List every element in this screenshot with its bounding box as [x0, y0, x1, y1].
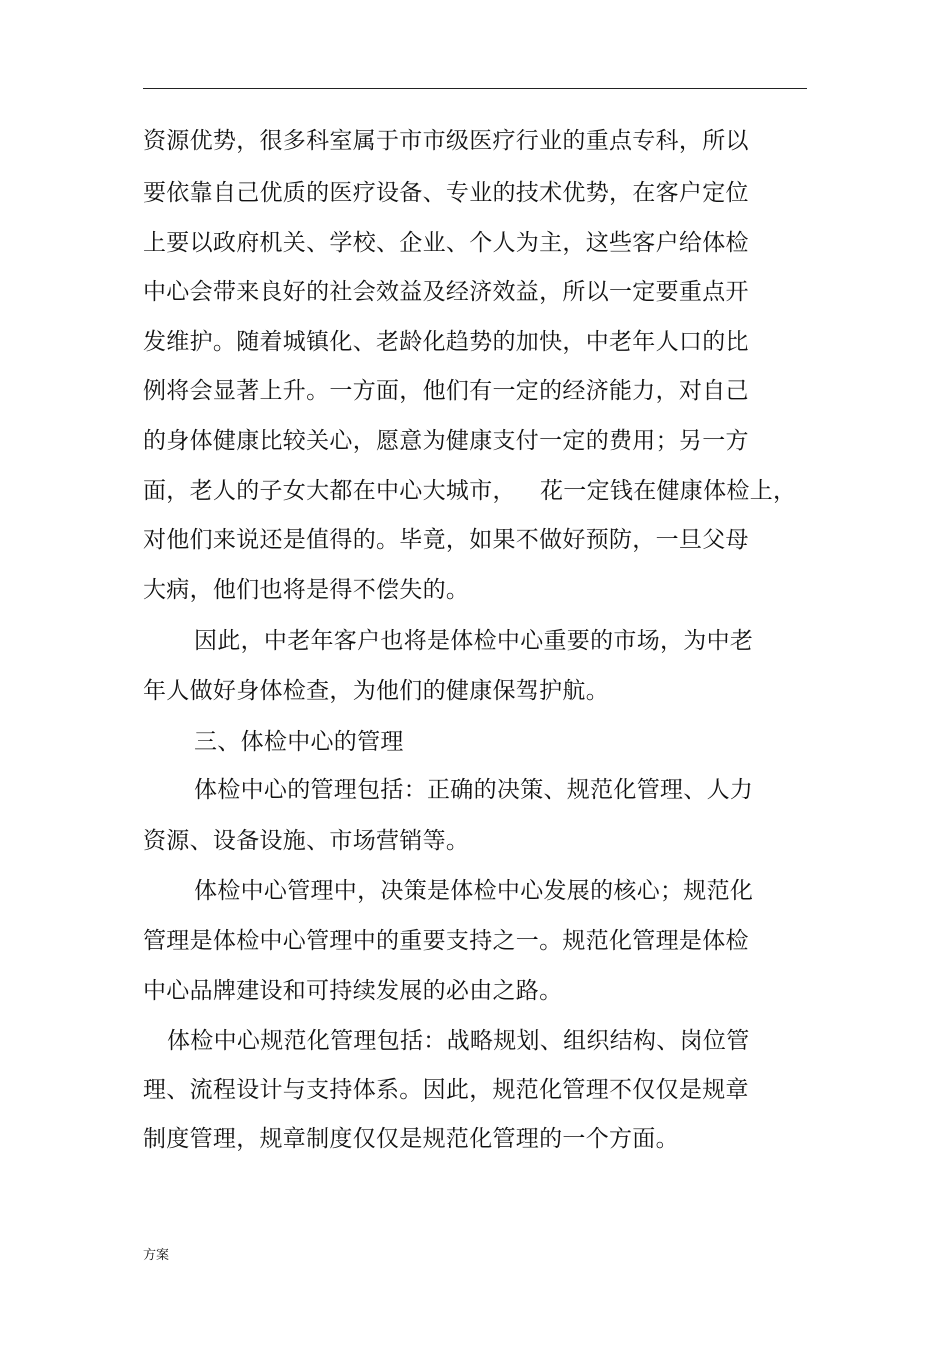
- text-line: 面，老人的子女大都在中心大城市，: [143, 478, 516, 504]
- text-line: 中心会带来良好的社会效益及经济效益，所以一定要重点开: [143, 279, 749, 305]
- section-heading: 三、体检中心的管理: [194, 729, 404, 755]
- page-footer: 方案: [143, 1248, 170, 1263]
- text-line: 制度管理，规章制度仅仅是规范化管理的一个方面。: [143, 1126, 679, 1152]
- text-line: 资源、设备设施、市场营销等。: [143, 828, 470, 854]
- text-line: 理、流程设计与支持体系。因此，规范化管理不仅仅是规章: [143, 1077, 749, 1103]
- text-line: 年人做好身体检查，为他们的健康保驾护航。: [143, 678, 609, 704]
- text-line: 中心品牌建设和可持续发展的必由之路。: [143, 978, 563, 1004]
- text-line: 资源优势，很多科室属于市市级医疗行业的重点专科，所以: [143, 128, 749, 154]
- text-line: 要依靠自己优质的医疗设备、专业的技术优势，在客户定位: [143, 180, 749, 206]
- paragraph-first-line: 体检中心的管理包括：正确的决策、规范化管理、人力: [194, 777, 754, 803]
- paragraph-first-line: 体检中心管理中，决策是体检中心发展的核心；规范化: [194, 878, 754, 904]
- text-line: 发维护。随着城镇化、老龄化趋势的加快，中老年人口的比: [143, 329, 749, 355]
- text-line: 对他们来说还是值得的。毕竟，如果不做好预防，一旦父母: [143, 527, 749, 553]
- text-line-right-segment: 花一定钱在健康体检上，: [540, 478, 797, 504]
- text-line: 上要以政府机关、学校、企业、个人为主，这些客户给体检: [143, 230, 749, 256]
- text-line: 的身体健康比较关心，愿意为健康支付一定的费用；另一方: [143, 428, 749, 454]
- text-line: 大病，他们也将是得不偿失的。: [143, 577, 470, 603]
- text-line: 管理是体检中心管理中的重要支持之一。规范化管理是体检: [143, 928, 749, 954]
- header-rule: [143, 88, 807, 89]
- text-line: 例将会显著上升。一方面，他们有一定的经济能力，对自己: [143, 378, 749, 404]
- paragraph-first-line: 体检中心规范化管理包括：战略规划、组织结构、岗位管: [167, 1028, 750, 1054]
- paragraph-first-line: 因此，中老年客户也将是体检中心重要的市场，为中老: [194, 628, 754, 654]
